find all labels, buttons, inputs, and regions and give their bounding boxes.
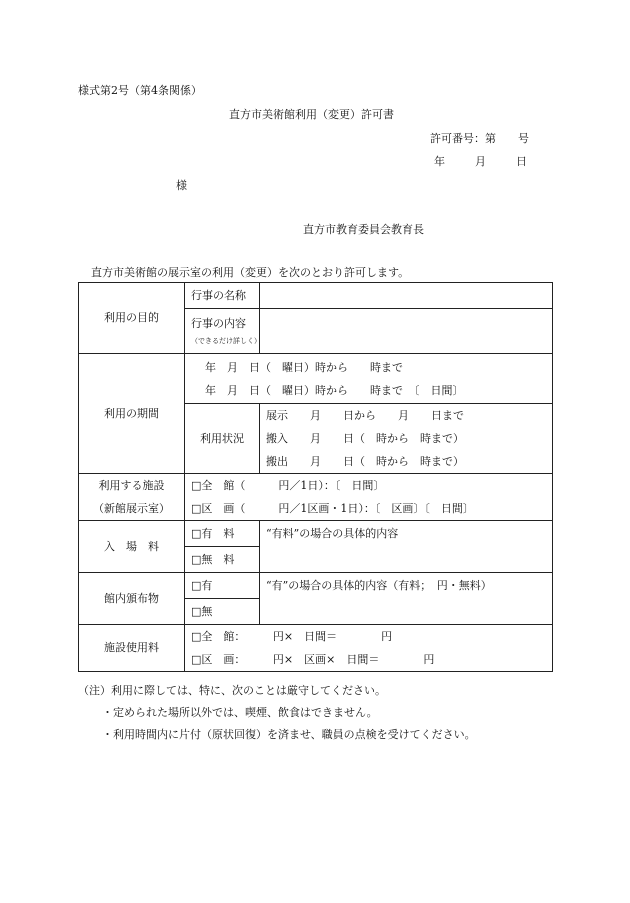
fee-line-section: □区 画： 円× 区画× 日間＝ 円 xyxy=(191,653,435,666)
notes-heading: （注）利用に際しては、特に、次のことは厳守してください。 xyxy=(78,684,386,697)
period-line-1: 年 月 日（ 曜日）時から 時まで xyxy=(205,360,403,374)
admission-paid-option[interactable]: □有 料 xyxy=(185,521,260,547)
date-month-label: 月 xyxy=(475,155,486,168)
facility-options-cell xyxy=(185,474,553,521)
note-item: ・利用時間内に片付（原状回復）を済ませ、職員の点検を受けてください。 xyxy=(102,728,476,741)
facility-label: 利用する施設 xyxy=(98,479,165,492)
facility-option-whole[interactable]: □全 館（ 円／1日）：〔 日間〕 xyxy=(191,479,385,492)
permit-number-line: 許可番号：第 号 xyxy=(430,132,529,145)
document-title: 直方市美術館利用（変更）許可書 xyxy=(229,108,394,121)
event-content-note: （できるだけ詳しく） xyxy=(191,336,261,345)
event-name-label: 行事の名称 xyxy=(185,283,260,309)
notes-section xyxy=(78,680,476,746)
distribution-detail: “有”の場合の具体的内容（有料； 円・無料） xyxy=(260,573,553,625)
issue-date-line xyxy=(434,153,527,169)
intro-sentence: 直方市美術館の展示室の利用（変更）を次のとおり許可します。 xyxy=(91,266,410,279)
distribution-no-option[interactable]: □無 xyxy=(185,599,260,625)
date-year-label: 年 xyxy=(434,155,445,168)
status-line-carry-out: 搬出 月 日（ 時から 時まで） xyxy=(266,455,464,468)
permit-table xyxy=(78,282,553,672)
issuer-title: 直方市教育委員会教育長 xyxy=(303,223,424,236)
fee-label: 施設使用料 xyxy=(79,625,185,672)
event-content-label: 行事の内容 xyxy=(191,316,246,330)
status-lines-cell xyxy=(260,404,553,474)
date-day-label: 日 xyxy=(516,155,527,168)
facility-label-cell xyxy=(79,474,185,521)
facility-option-section[interactable]: □区 画（ 円／1区画・1日）：〔 区画〕〔 日間〕 xyxy=(191,502,474,515)
admission-label: 入 場 料 xyxy=(79,521,185,573)
event-content-label-cell xyxy=(185,309,260,354)
period-dates-cell xyxy=(185,354,553,404)
status-line-exhibit: 展示 月 日から 月 日まで xyxy=(266,409,464,422)
distribution-label: 館内頒布物 xyxy=(79,573,185,625)
period-line-2: 年 月 日（ 曜日）時から 時まで 〔 日間〕 xyxy=(205,383,464,397)
facility-sublabel: （新館展示室） xyxy=(93,502,170,515)
purpose-label: 利用の目的 xyxy=(79,283,185,354)
status-label: 利用状況 xyxy=(185,404,260,474)
event-name-field[interactable] xyxy=(260,283,553,309)
period-label: 利用の期間 xyxy=(79,354,185,474)
status-line-carry-in: 搬入 月 日（ 時から 時まで） xyxy=(266,432,464,445)
fee-line-whole: □全 館： 円× 日間＝ 円 xyxy=(191,630,393,643)
distribution-yes-option[interactable]: □有 xyxy=(185,573,260,599)
fee-lines-cell xyxy=(185,625,553,672)
event-content-field[interactable] xyxy=(260,309,553,354)
admission-detail: “有料”の場合の具体的内容 xyxy=(260,521,553,573)
addressee-honorific: 様 xyxy=(176,179,187,192)
admission-free-option[interactable]: □無 料 xyxy=(185,547,260,573)
note-item: ・定められた場所以外では、喫煙、飲食はできません。 xyxy=(102,706,378,719)
form-number-label: 様式第2号（第4条関係） xyxy=(78,84,202,97)
